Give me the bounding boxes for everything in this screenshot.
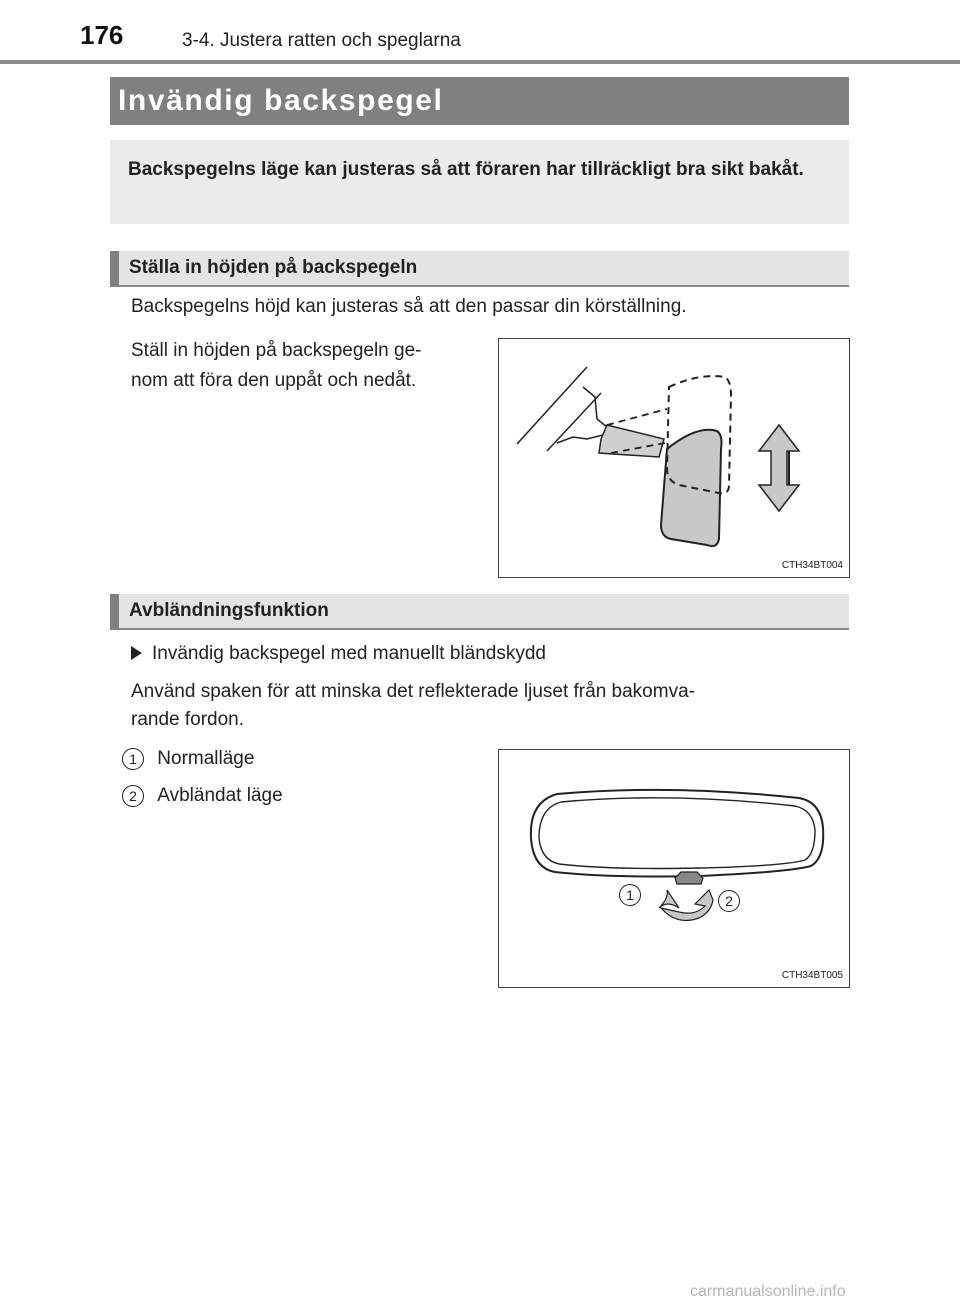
callout [718,890,740,912]
antiglare-paragraph-line2: rande fordon. [131,709,245,730]
callout-badge: 2 [718,890,740,912]
section-marker [110,594,119,630]
callout-badge: 1 [619,884,641,906]
section-heading-antiglare [110,594,849,630]
page-title: Invändig backspegel [118,84,444,117]
triangle-bullet-icon [131,646,142,660]
section-heading-text: Avbländningsfunktion [129,600,329,621]
list-item [122,744,254,774]
mirror-height-illustration [499,339,849,577]
figure-code: CTH34BT005 [781,970,843,981]
bullet-text: Invändig backspegel med manuellt bländskydd [152,643,546,664]
up-down-arrow-icon [759,425,799,511]
chapter-title: 3-4. Justera ratten och speglarna [182,30,461,51]
mirror-height-figure [498,338,850,578]
bullet-line [131,639,546,669]
section-heading-text: Ställa in höjden på backspegeln [129,257,418,278]
dimming-lever [675,872,703,884]
intro-box [110,140,849,224]
page-number: 176 [80,20,124,50]
height-instruction-line2: nom att föra den uppåt och nedåt. [131,370,417,391]
section-marker [110,251,119,287]
antiglare-figure [498,749,850,988]
height-instruction-line1: Ställ in höjden på backspegeln ge- [131,340,422,361]
windshield-line [517,367,587,444]
number-badge: 2 [122,785,144,807]
number-badge: 1 [122,748,144,770]
callout [619,884,641,906]
mirror-stem [599,425,664,457]
header-rule [0,60,960,64]
item-label: Avbländat läge [157,785,283,806]
watermark: carmanualsonline.info [690,1283,846,1300]
intro-text: Backspegelns läge kan justeras så att föraren har tillräckligt bra sikt bakåt. [128,159,804,180]
figure-code: CTH34BT004 [781,560,843,571]
list-item [122,781,283,811]
height-paragraph: Backspegelns höjd kan justeras så att den passar din körställning. [131,296,687,317]
title-bar [110,77,849,125]
antiglare-mirror-illustration [499,750,849,987]
stem-raised-outline [607,409,667,425]
antiglare-paragraph-line1: Använd spaken för att minska det reflekterade ljuset från bakomva- [131,681,695,702]
section-heading-height [110,251,849,287]
item-label: Normalläge [157,748,255,769]
lever-arrow-left-icon [659,890,679,908]
